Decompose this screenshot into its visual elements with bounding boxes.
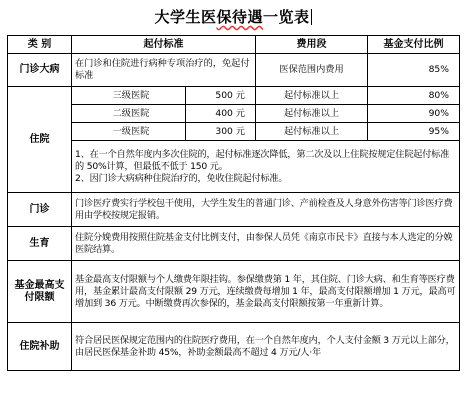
category-maternity: 生育	[8, 227, 72, 261]
hospital-level: 二级医院	[72, 105, 186, 123]
hospital-fund-ratio: 95%	[368, 123, 460, 141]
outpatient-major-threshold: 在门诊和住院进行病种专项治疗的，免起付标准	[72, 54, 256, 87]
hospital-threshold-amount: 400 元	[186, 105, 256, 123]
inpatient-notes	[72, 141, 460, 193]
hospital-level: 三级医院	[72, 87, 186, 105]
inpatient-row-level3	[8, 87, 460, 105]
text-cursor	[311, 9, 312, 25]
hospital-threshold-amount: 300 元	[186, 123, 256, 141]
page-title	[0, 6, 466, 27]
outpatient-major-ratio: 85%	[368, 54, 460, 87]
outpatient-row	[8, 193, 460, 227]
hospital-fund-ratio: 90%	[368, 105, 460, 123]
header-category: 类 别	[8, 36, 72, 54]
category-outpatient-major: 门诊大病	[8, 54, 72, 87]
hospital-subsidy-text: 符合居民医保规定范围内的住院医疗费用，在一个自然年度内，个人支付金额 3 万元以上部分，由居民医保基金补助 45%，补助金额最高不超过 4 万元/人·年	[72, 323, 460, 371]
inpatient-note-2: 2、因门诊大病病种住院治疗的，免收住院起付标准。	[75, 172, 288, 184]
hospital-cost-segment: 起付标准以上	[256, 105, 368, 123]
category-outpatient: 门诊	[8, 193, 72, 227]
category-inpatient: 住院	[8, 87, 72, 193]
hospital-level: 一级医院	[72, 123, 186, 141]
fund-limit-row	[8, 261, 460, 323]
hospital-fund-ratio: 80%	[368, 87, 460, 105]
inpatient-row-level1	[8, 123, 460, 141]
maternity-text: 住院分娩费用按照住院基金支付比例支付，由参保人员凭《南京市民卡》直接与本人选定的分娩医院结算。	[72, 227, 460, 261]
hospital-subsidy-row	[8, 323, 460, 371]
inpatient-row-level2	[8, 105, 460, 123]
category-hospital-subsidy: 住院补助	[8, 323, 72, 371]
title-part-end: 一览表	[263, 8, 310, 26]
hospital-threshold-amount: 500 元	[186, 87, 256, 105]
header-threshold: 起付标准	[72, 36, 256, 54]
outpatient-text: 门诊医疗费实行学校包干使用，大学生发生的普通门诊、产前检查及人身意外伤害等门诊医疗费用由学校按规定报销。	[72, 193, 460, 227]
category-fund-limit: 基金最高支付限额	[8, 261, 72, 323]
hospital-cost-segment: 起付标准以上	[256, 123, 368, 141]
fund-limit-text: 基金最高支付限额与个人缴费年限挂钩。参保缴费第 1 年，其住院、门诊大病、和生育等医疗费用，基金累计最高支付限额 29 万元，连续缴费每增加 1 年，最高支付限额增加 1 万元，最高可增加到 36 万元。中断缴费再次参保的，基金最高支付限额按第一年重新计算。	[72, 261, 460, 323]
header-fund-ratio: 基金支付比例	[368, 36, 460, 54]
inpatient-note-1: 1、在一个自然年度内多次住院的，起付标准逐次降低，第二次及以上住院按规定住院起付标准的 50%计算，但最低不低于 150 元。	[75, 148, 450, 172]
inpatient-notes-row	[8, 141, 460, 193]
outpatient-major-row	[8, 54, 460, 87]
benefits-table	[7, 35, 460, 371]
title-underlined-part: 保待遇	[216, 8, 263, 26]
header-cost-segment: 费用段	[256, 36, 368, 54]
hospital-cost-segment: 起付标准以上	[256, 87, 368, 105]
title-part: 大学生医	[154, 8, 217, 26]
header-row	[8, 36, 460, 54]
maternity-row	[8, 227, 460, 261]
outpatient-major-segment: 医保范围内费用	[256, 54, 368, 87]
